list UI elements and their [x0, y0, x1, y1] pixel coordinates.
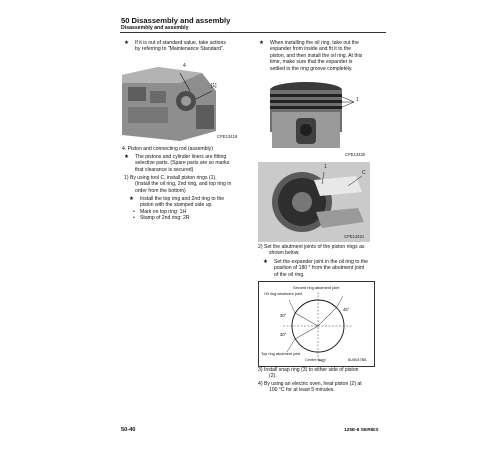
diagram-code: 6U5047B8	[348, 357, 367, 362]
label-angle-45: 45°	[343, 307, 350, 312]
figure-piston	[258, 78, 370, 160]
star-icon: ★	[124, 40, 129, 46]
note-stamped-side: ★ Install the top ring and 2nd ring to the piston with the stamped side up.	[129, 196, 225, 209]
label-top-ring: Top ring abutment joint	[261, 351, 301, 356]
substep-4: 4) By using an electric oven, heat piston (2) at 100 °C for at least 5 minutes.	[258, 381, 362, 394]
ring-mark-list	[133, 209, 190, 222]
figure-engine-block	[120, 61, 242, 143]
fig3-label-c: C	[362, 170, 366, 176]
star-icon: ★	[124, 154, 129, 160]
page-number: 50-40	[121, 427, 136, 433]
ring-tool-photo	[258, 162, 370, 242]
note-standard-value: ★ If it is out of standard value, take actions by referring to "Maintenance Standard".	[124, 40, 226, 53]
star-icon: ★	[129, 196, 134, 202]
note-oil-ring-expander: ★ When installing the oil ring, take out the expander from inside and fit it to the piston, and then install the oil ring. At this time, make sure that the expander is settled in the ring groove completely.	[259, 40, 363, 72]
star-icon: ★	[263, 259, 268, 265]
series-name: 125E-6 SERIES	[344, 428, 379, 433]
substep-3: 3) Install snap ring (3) to either side of piston (2).	[258, 367, 359, 380]
label-angle-30-upper: 30°	[280, 313, 287, 318]
fig2-label-1: 1	[356, 97, 359, 103]
label-oil-ring: Oil ring abutment joint	[264, 291, 302, 296]
figure-ring-tool	[258, 162, 370, 242]
engine-block-photo	[120, 61, 242, 143]
page-title: 50 Disassembly and assembly	[121, 16, 231, 25]
label-angle-30-lower: 30°	[280, 332, 287, 337]
fig3-label-1: 1	[324, 164, 327, 170]
note-selective-parts: ★ The pistons and cylinder liners are fitting selective parts. (Spare parts are so marks that clearance is secured)	[124, 154, 230, 173]
page-subtitle: Disassembly and assembly	[121, 25, 189, 31]
fig1-label-1: [1]	[211, 83, 217, 89]
list-item: • Stamp of 2nd ring: 2R	[133, 215, 190, 222]
note-expander-joint: ★ Set the expander joint in the oil ring to the position of 180 ° from the abutment joint of the oil ring.	[263, 259, 369, 278]
fig1-code: CPE13419	[217, 134, 238, 139]
substep-2: 2) Set the abutment joints of the piston rings as shown below.	[258, 244, 365, 257]
fig3-code: CPE13421	[344, 234, 365, 239]
fig2-code: CPE13420	[345, 152, 366, 157]
step4-title: 4. Piston and connecting rod (assembly)	[122, 146, 213, 152]
piston-photo	[258, 78, 370, 160]
fig1-label-4: 4	[183, 63, 186, 69]
header-rule	[120, 32, 386, 33]
label-second-ring: Second ring abutment joint	[293, 285, 340, 290]
list-item: • Mark on top ring: 1H	[133, 209, 187, 215]
star-icon: ★	[259, 40, 264, 46]
substep-1: 1) By using tool C, install piston rings (1). (Install the oil ring, 2nd ring, and top ring in order from the bottom)	[124, 175, 232, 194]
label-center-front: Centre front	[305, 357, 326, 362]
abutment-joint-diagram	[258, 281, 375, 367]
